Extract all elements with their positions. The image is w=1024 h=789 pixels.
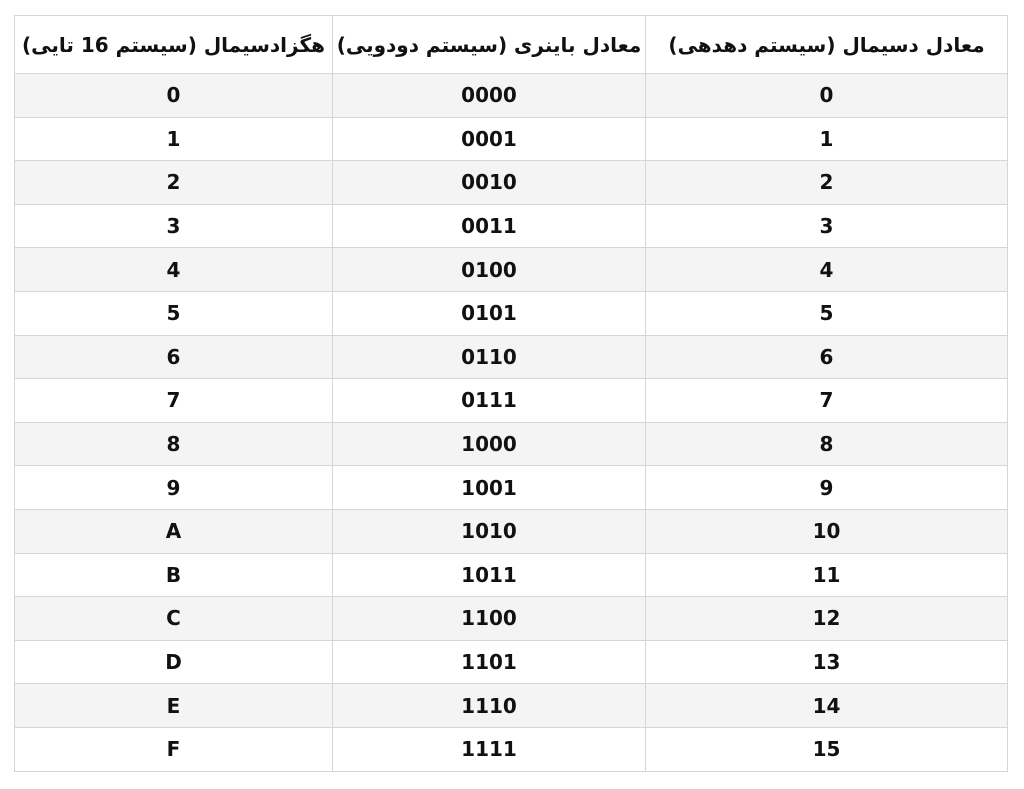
cell-hexadecimal: 9 (15, 466, 333, 510)
table-row (15, 335, 1008, 379)
cell-decimal: 14 (646, 684, 1008, 728)
header-decimal: معادل دسیمال (سیستم دهدهی) (646, 16, 1008, 74)
cell-decimal: 4 (646, 248, 1008, 292)
cell-binary: 0001 (333, 117, 646, 161)
cell-binary: 0101 (333, 291, 646, 335)
cell-binary: 0000 (333, 74, 646, 118)
cell-decimal: 1 (646, 117, 1008, 161)
cell-decimal: 9 (646, 466, 1008, 510)
table-body (15, 74, 1008, 772)
cell-hexadecimal: 4 (15, 248, 333, 292)
table-row (15, 379, 1008, 423)
cell-hexadecimal: D (15, 640, 333, 684)
table-row (15, 597, 1008, 641)
cell-binary: 1001 (333, 466, 646, 510)
cell-hexadecimal: 0 (15, 74, 333, 118)
cell-binary: 0010 (333, 161, 646, 205)
cell-decimal: 2 (646, 161, 1008, 205)
cell-binary: 0110 (333, 335, 646, 379)
cell-decimal: 11 (646, 553, 1008, 597)
cell-decimal: 7 (646, 379, 1008, 423)
cell-decimal: 5 (646, 291, 1008, 335)
table-row (15, 684, 1008, 728)
cell-binary: 0011 (333, 204, 646, 248)
cell-hexadecimal: A (15, 509, 333, 553)
cell-hexadecimal: 2 (15, 161, 333, 205)
table-row (15, 640, 1008, 684)
table-row (15, 553, 1008, 597)
cell-hexadecimal: E (15, 684, 333, 728)
cell-binary: 1110 (333, 684, 646, 728)
cell-binary: 1111 (333, 727, 646, 771)
table-row (15, 509, 1008, 553)
cell-hexadecimal: 1 (15, 117, 333, 161)
cell-binary: 1101 (333, 640, 646, 684)
table-row (15, 117, 1008, 161)
header-binary: معادل باینری (سیستم دودویی) (333, 16, 646, 74)
cell-binary: 1100 (333, 597, 646, 641)
cell-decimal: 3 (646, 204, 1008, 248)
cell-hexadecimal: 7 (15, 379, 333, 423)
cell-hexadecimal: B (15, 553, 333, 597)
table-row (15, 466, 1008, 510)
cell-decimal: 12 (646, 597, 1008, 641)
cell-hexadecimal: C (15, 597, 333, 641)
cell-decimal: 0 (646, 74, 1008, 118)
table-row (15, 74, 1008, 118)
conversion-table-container (14, 15, 1007, 772)
cell-binary: 0100 (333, 248, 646, 292)
table-header-row (15, 16, 1008, 74)
cell-hexadecimal: F (15, 727, 333, 771)
cell-hexadecimal: 5 (15, 291, 333, 335)
cell-decimal: 13 (646, 640, 1008, 684)
cell-decimal: 8 (646, 422, 1008, 466)
cell-hexadecimal: 6 (15, 335, 333, 379)
cell-binary: 1000 (333, 422, 646, 466)
number-system-conversion-table (14, 15, 1008, 772)
cell-hexadecimal: 3 (15, 204, 333, 248)
table-row (15, 248, 1008, 292)
cell-binary: 1010 (333, 509, 646, 553)
cell-decimal: 15 (646, 727, 1008, 771)
table-row (15, 422, 1008, 466)
table-row (15, 291, 1008, 335)
cell-binary: 1011 (333, 553, 646, 597)
cell-decimal: 6 (646, 335, 1008, 379)
table-row (15, 204, 1008, 248)
table-row (15, 727, 1008, 771)
table-row (15, 161, 1008, 205)
cell-binary: 0111 (333, 379, 646, 423)
header-hexadecimal: هگزادسیمال (سیستم 16 تایی) (15, 16, 333, 74)
cell-hexadecimal: 8 (15, 422, 333, 466)
cell-decimal: 10 (646, 509, 1008, 553)
